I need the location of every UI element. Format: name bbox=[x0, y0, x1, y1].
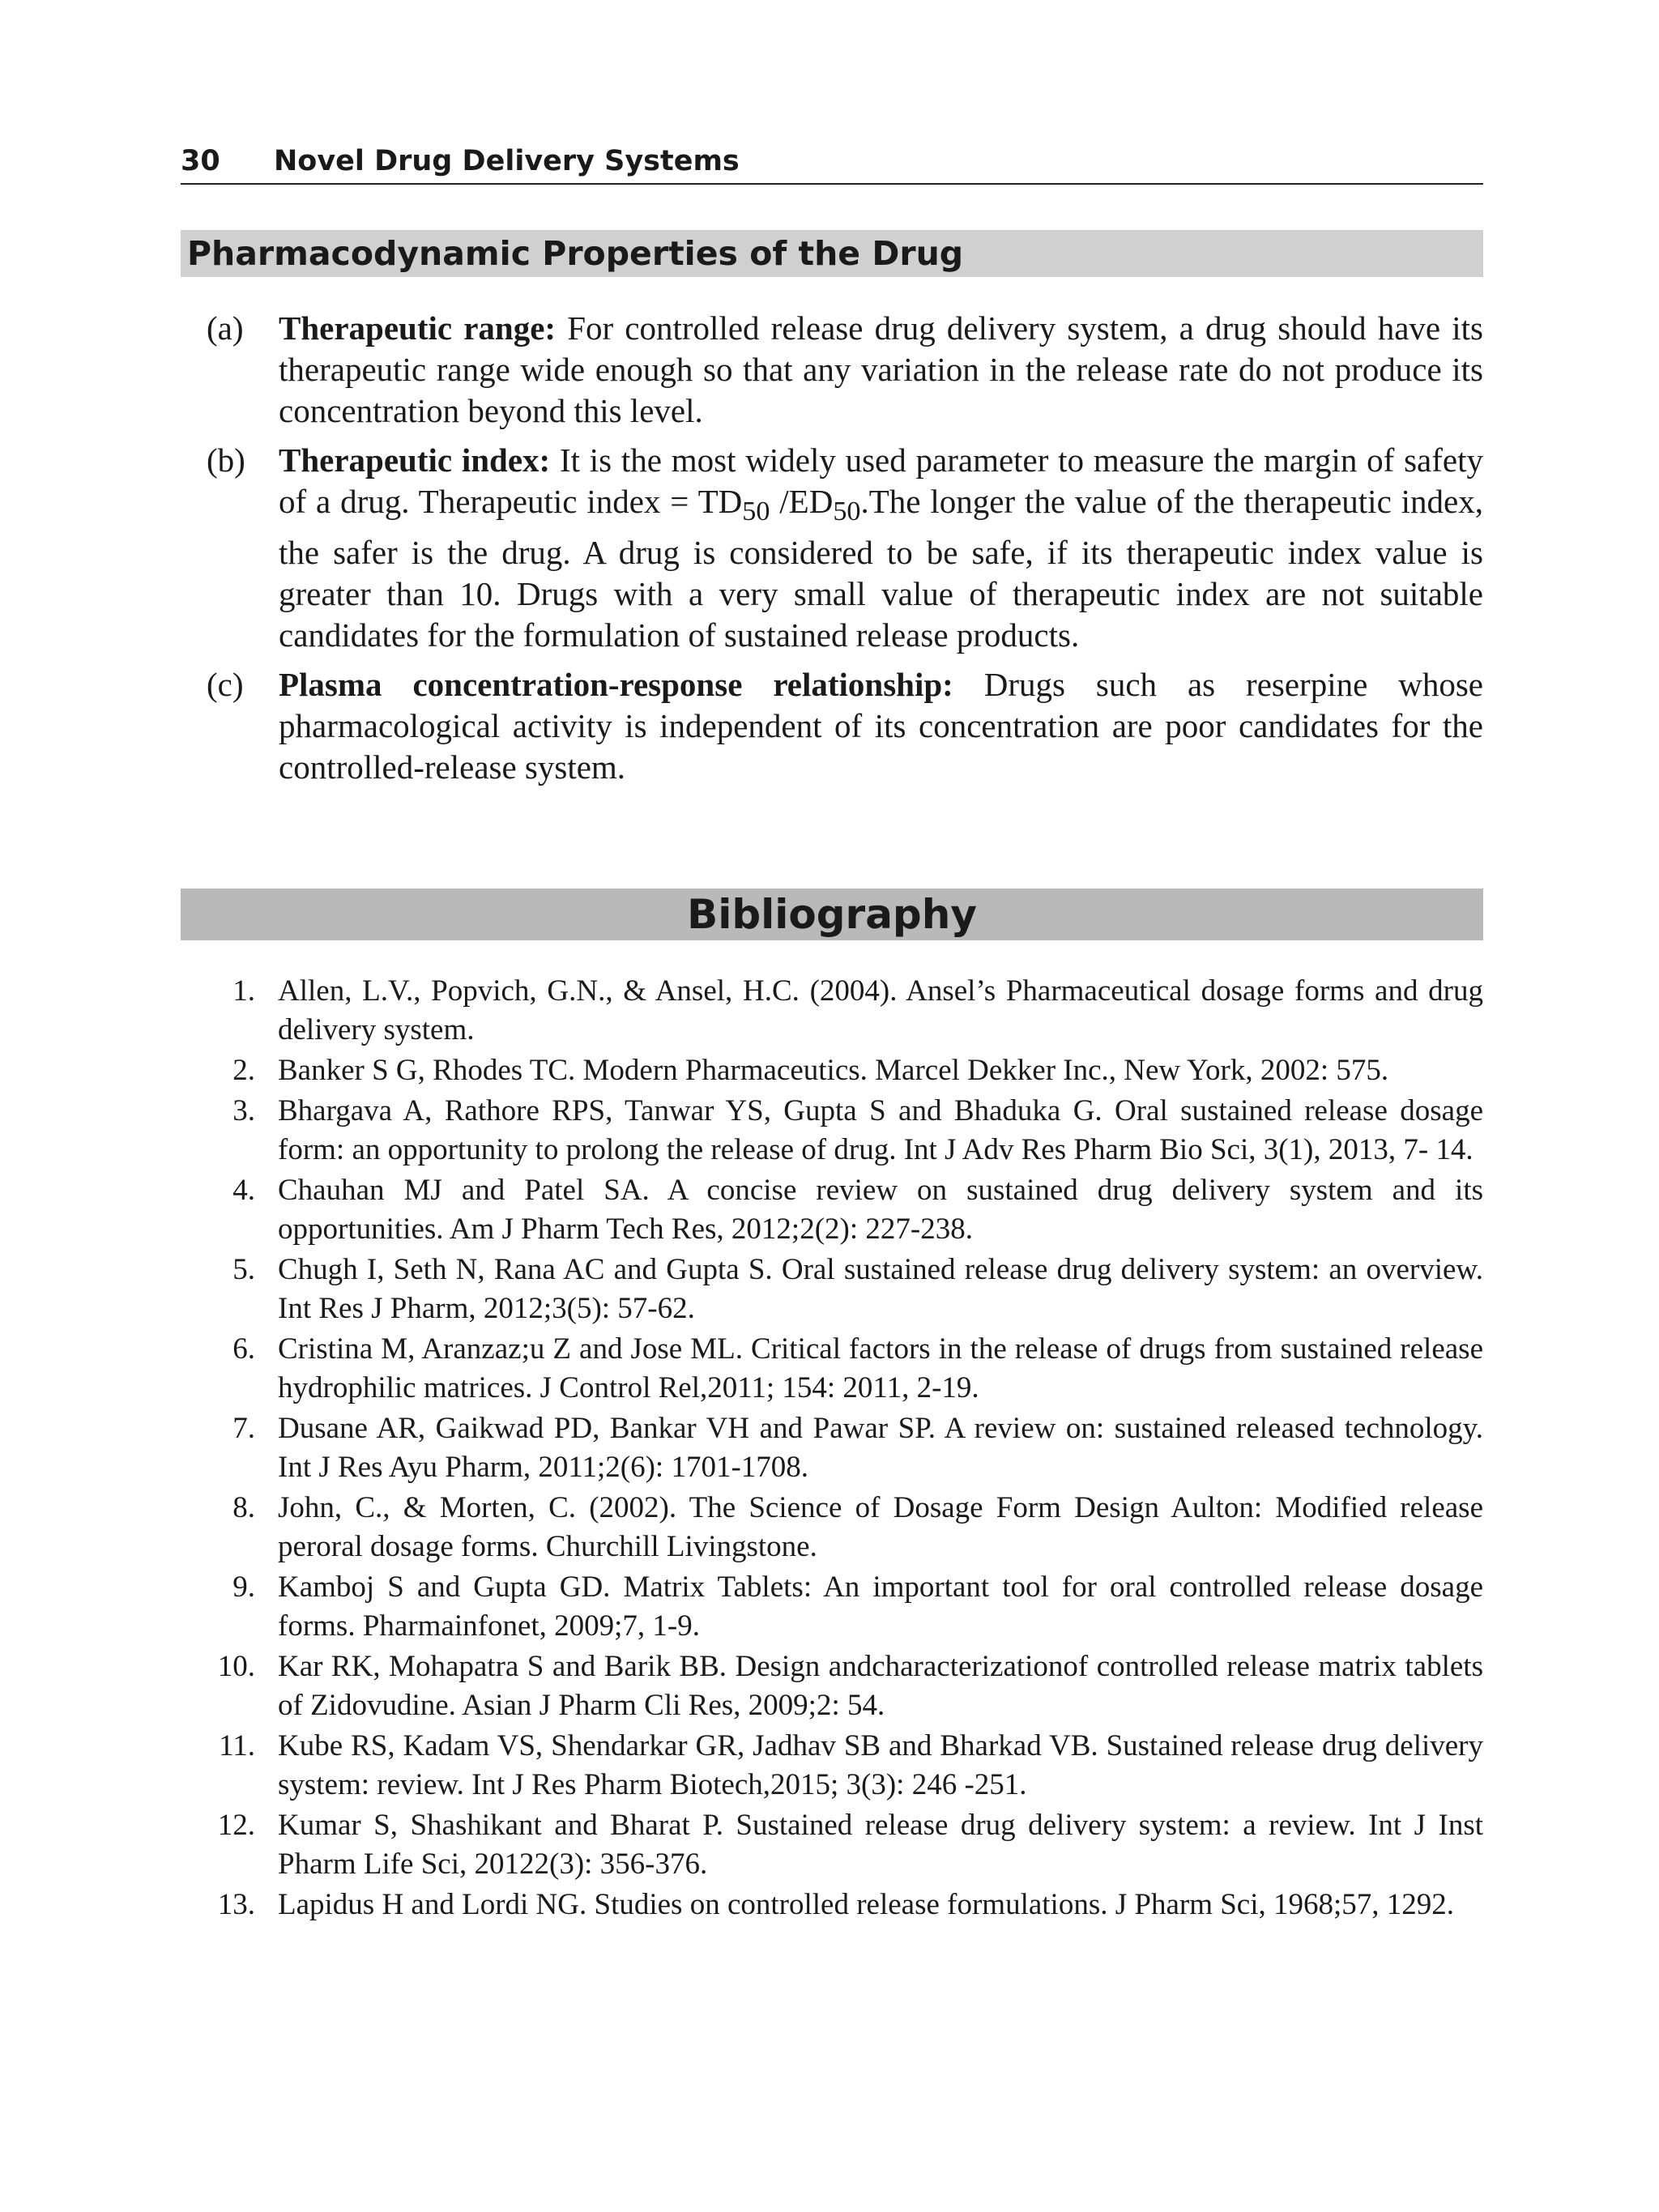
entry-text: Kumar S, Shashikant and Bharat P. Sustained release drug delivery system: a review. Int J Inst Pharm Life Sci, 20122(3): 356-376. bbox=[278, 1809, 1483, 1881]
subscript: 50 bbox=[833, 497, 861, 527]
bibliography-entry bbox=[181, 1568, 1483, 1646]
bibliography-entry bbox=[181, 1647, 1483, 1725]
book-title: Novel Drug Delivery Systems bbox=[274, 145, 740, 177]
entry-text: Allen, L.V., Popvich, G.N., & Ansel, H.C. (2004). Ansel’s Pharmaceutical dosage forms and drug delivery system. bbox=[278, 974, 1483, 1046]
bibliography-entry bbox=[181, 1806, 1483, 1884]
entry-number: 13. bbox=[217, 1888, 255, 1921]
section-heading: Pharmacodynamic Properties of the Drug bbox=[181, 230, 1483, 277]
entry-text: Kar RK, Mohapatra S and Barik BB. Design andcharacterizationof controlled release matrix tablets of Zidovudine. Asian J Pharm Cli Res, 2009;2: 54. bbox=[278, 1650, 1483, 1722]
entry-text: Banker S G, Rhodes TC. Modern Pharmaceutics. Marcel Dekker Inc., New York, 2002: 575. bbox=[278, 1054, 1389, 1087]
bibliography-entry bbox=[181, 1092, 1483, 1170]
entry-text: Dusane AR, Gaikwad PD, Bankar VH and Pawar SP. A review on: sustained released technology. Int J Res Ayu Pharm, 2011;2(6): 1701-1708. bbox=[278, 1412, 1483, 1484]
entry-number: 1. bbox=[232, 974, 255, 1008]
subscript: 50 bbox=[742, 497, 770, 527]
item-text: /ED bbox=[770, 483, 834, 520]
entry-number: 8. bbox=[232, 1491, 255, 1524]
entry-number: 12. bbox=[217, 1809, 255, 1842]
property-item-therapeutic-range bbox=[207, 308, 1483, 432]
entry-text: Chauhan MJ and Patel SA. A concise review on sustained drug delivery system and its opportunities. Am J Pharm Tech Res, 2012;2(2): 227-238. bbox=[278, 1174, 1483, 1246]
entry-number: 2. bbox=[232, 1054, 255, 1087]
property-list bbox=[207, 308, 1483, 796]
bibliography-entry bbox=[181, 1727, 1483, 1805]
entry-text: Chugh I, Seth N, Rana AC and Gupta S. Oral sustained release drug delivery system: an overview. Int Res J Pharm, 2012;3(5): 57-62. bbox=[278, 1253, 1483, 1325]
item-marker: (a) bbox=[207, 309, 244, 347]
item-term: Therapeutic index: bbox=[279, 441, 551, 479]
bibliography-entry bbox=[181, 1251, 1483, 1328]
bibliography-entry bbox=[181, 972, 1483, 1050]
entry-number: 11. bbox=[219, 1729, 255, 1762]
entry-number: 9. bbox=[232, 1571, 255, 1604]
item-text: For controlled release drug delivery system, a drug should have its therapeutic range wide enough so that any variation in the release rate do not produce its concentration beyond this level. bbox=[279, 309, 1483, 429]
item-term: Plasma concentration-response relationship: bbox=[279, 666, 953, 704]
item-text: It is the most widely used parameter to measure the margin of safety of a drug. Therapeutic index = TD bbox=[279, 441, 1483, 520]
entry-text: Kube RS, Kadam VS, Shendarkar GR, Jadhav SB and Bharkad VB. Sustained release drug delivery system: review. Int J Res Pharm Biotech,2015; 3(3): 246 -251. bbox=[278, 1729, 1483, 1801]
item-term: Therapeutic range: bbox=[279, 309, 557, 347]
bibliography-entry bbox=[181, 1886, 1483, 1924]
property-item-therapeutic-index bbox=[207, 440, 1483, 656]
item-text: .The longer the value of the therapeutic index, the safer is the drug. A drug is considered to be safe, if its therapeutic index value is greater than 10. Drugs with a very small value of therapeutic index are not suitable candidates for the formulation of sustained release products. bbox=[279, 483, 1483, 654]
bibliography-entry bbox=[181, 1171, 1483, 1249]
bibliography-list bbox=[181, 972, 1483, 1926]
entry-number: 3. bbox=[232, 1094, 255, 1127]
item-marker: (b) bbox=[207, 441, 245, 479]
entry-text: Lapidus H and Lordi NG. Studies on controlled release formulations. J Pharm Sci, 1968;57, 1292. bbox=[278, 1888, 1455, 1921]
entry-number: 6. bbox=[232, 1332, 255, 1366]
item-marker: (c) bbox=[207, 666, 244, 704]
bibliography-heading: Bibliography bbox=[181, 889, 1483, 940]
bibliography-entry bbox=[181, 1409, 1483, 1487]
bibliography-entry bbox=[181, 1051, 1483, 1090]
page-number: 30 bbox=[181, 145, 220, 177]
entry-text: Kamboj S and Gupta GD. Matrix Tablets: An important tool for oral controlled release dosage forms. Pharmainfonet, 2009;7, 1-9. bbox=[278, 1571, 1483, 1643]
running-header bbox=[181, 139, 1483, 185]
entry-number: 4. bbox=[232, 1174, 255, 1207]
bibliography-entry bbox=[181, 1489, 1483, 1566]
entry-text: Cristina M, Aranzaz;u Z and Jose ML. Critical factors in the release of drugs from sustained release hydrophilic matrices. J Control Rel,2011; 154: 2011, 2-19. bbox=[278, 1332, 1483, 1404]
entry-number: 5. bbox=[232, 1253, 255, 1286]
item-text: Drugs such as reserpine whose pharmacological activity is independent of its concentration are poor candidates for the controlled-release system. bbox=[279, 666, 1483, 786]
property-item-plasma-concentration bbox=[207, 664, 1483, 788]
entry-text: Bhargava A, Rathore RPS, Tanwar YS, Gupta S and Bhaduka G. Oral sustained release dosage form: an opportunity to prolong the release of drug. Int J Adv Res Pharm Bio Sci, 3(1), 2013, 7- 14. bbox=[278, 1094, 1483, 1166]
entry-number: 7. bbox=[232, 1412, 255, 1445]
entry-number: 10. bbox=[217, 1650, 255, 1683]
bibliography-entry bbox=[181, 1330, 1483, 1408]
entry-text: John, C., & Morten, C. (2002). The Science of Dosage Form Design Aulton: Modified release peroral dosage forms. Churchill Livingstone. bbox=[278, 1491, 1483, 1563]
